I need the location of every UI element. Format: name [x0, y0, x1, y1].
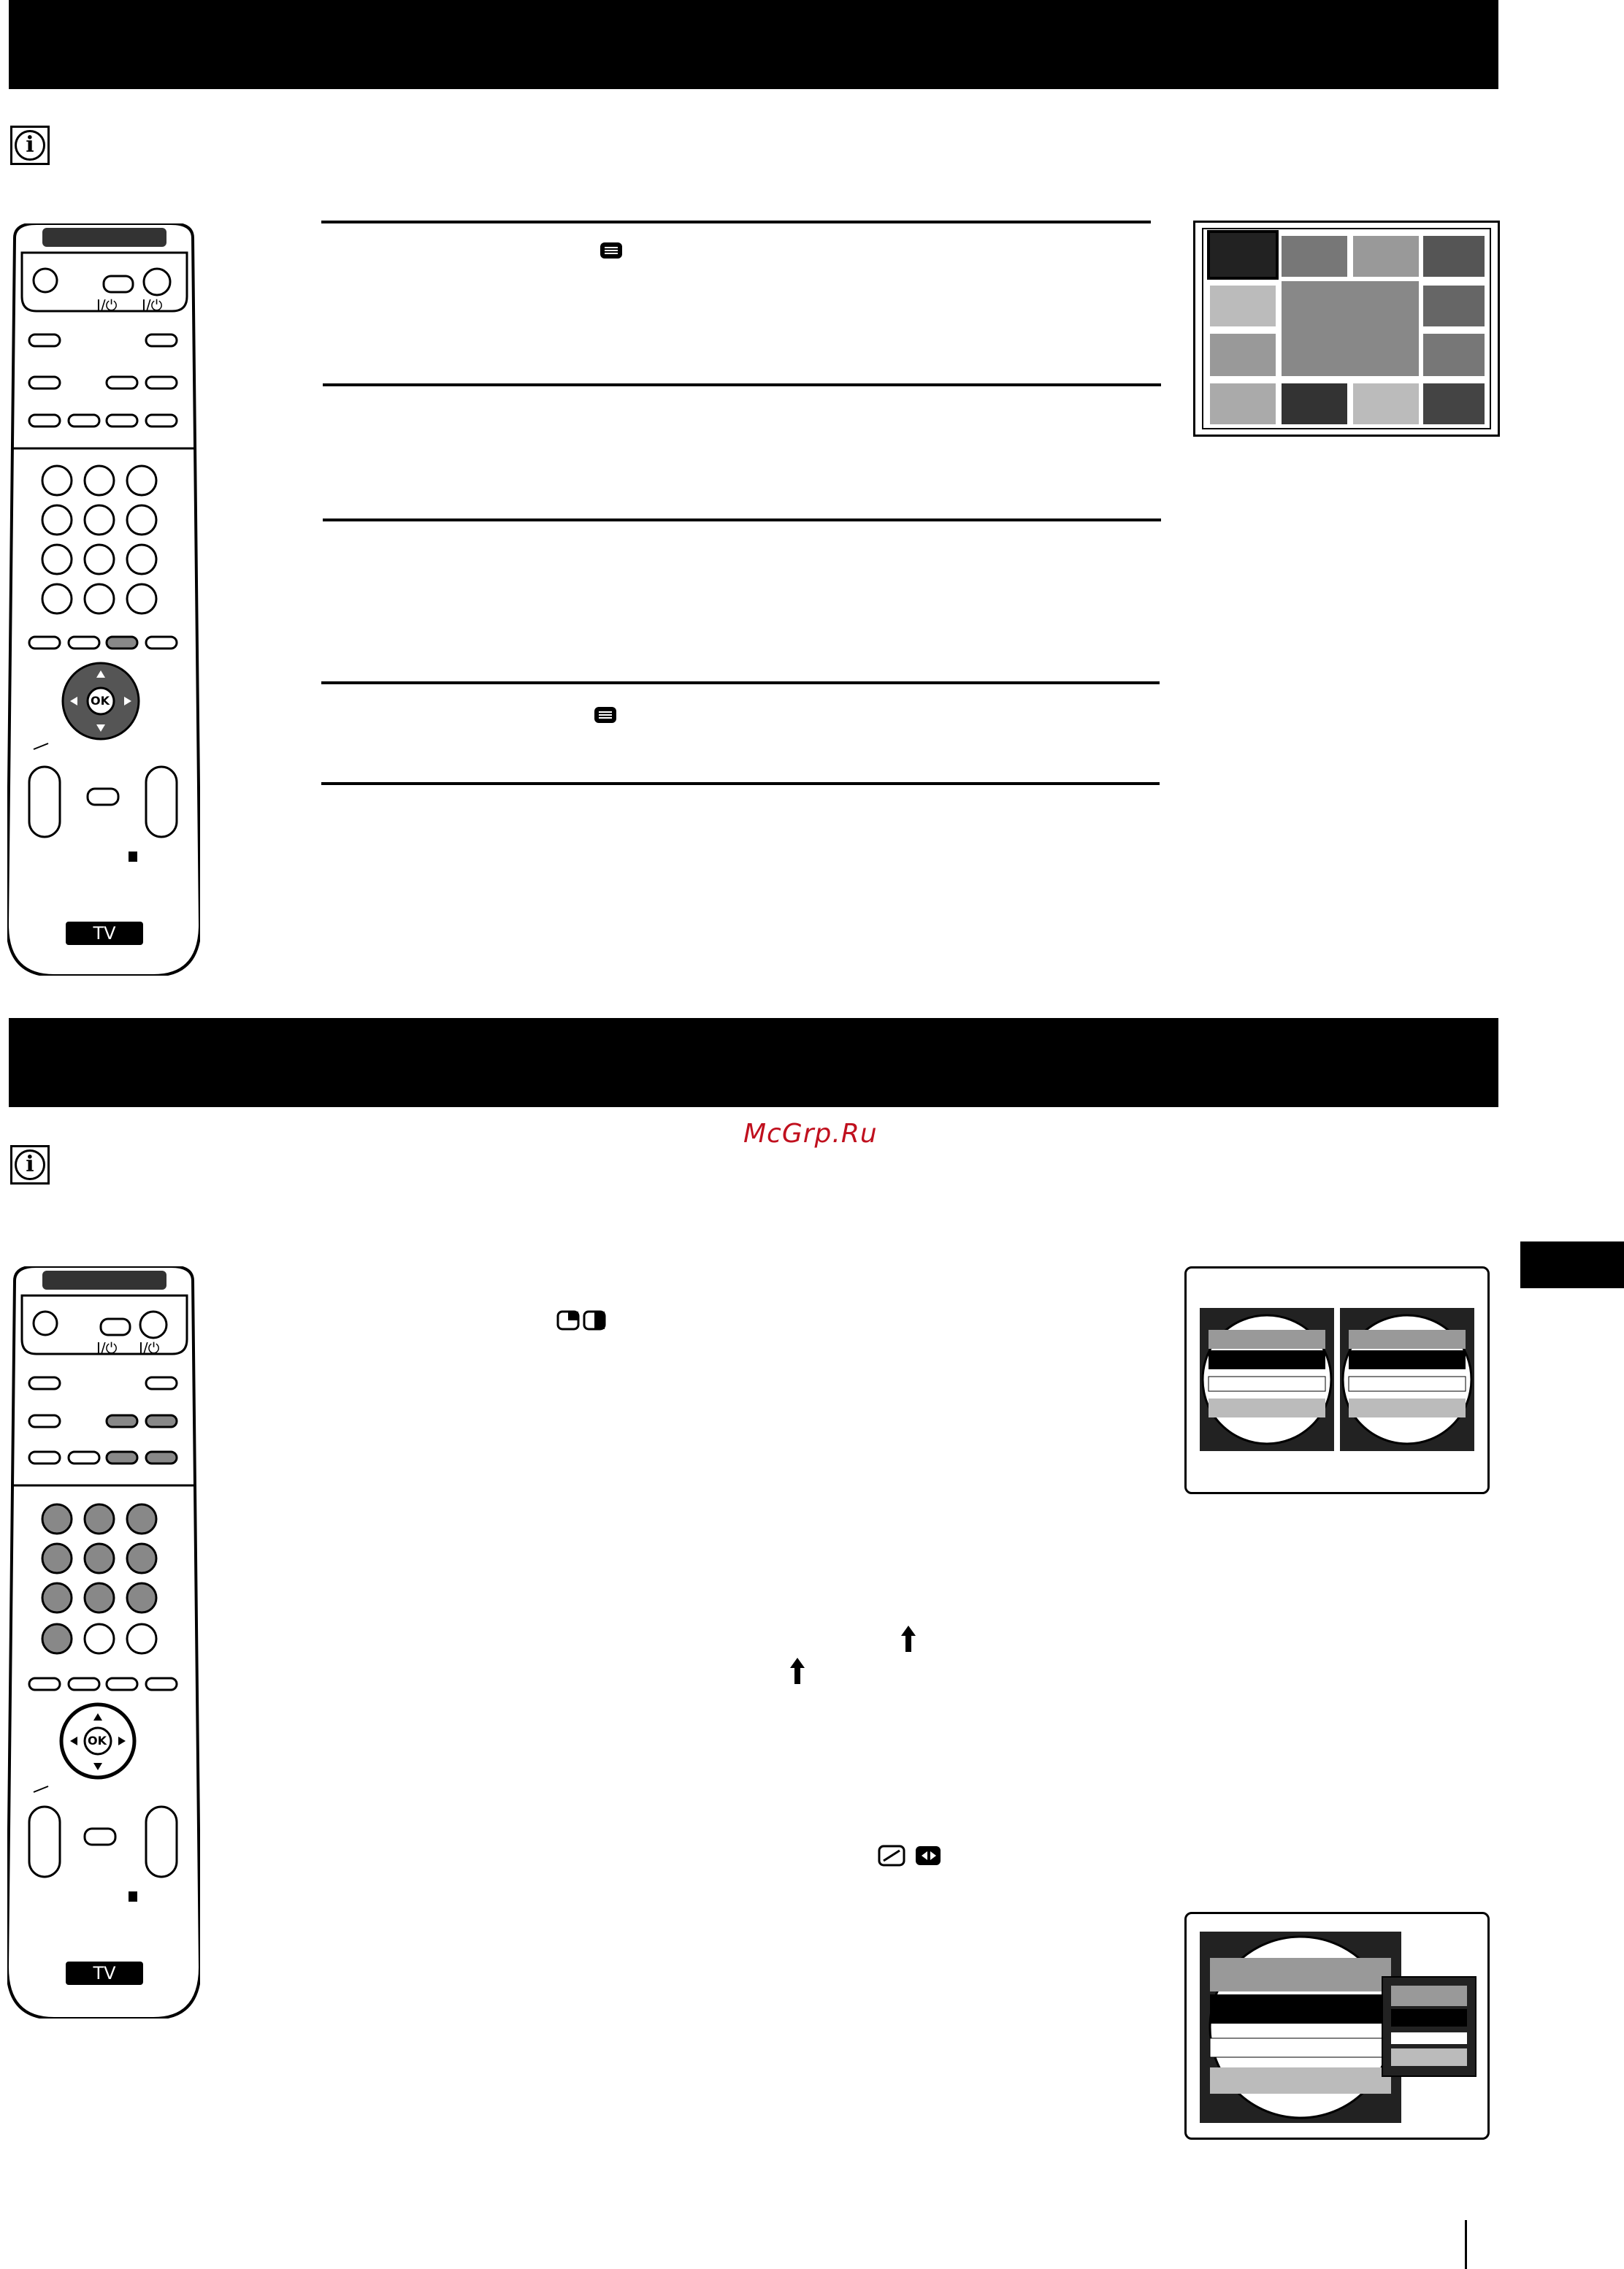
teletext-icon	[593, 705, 618, 724]
section-side-tab	[1520, 1241, 1624, 1288]
up-arrow-icon	[790, 1658, 805, 1684]
step-divider	[321, 782, 1160, 785]
remote-control-illustration	[7, 223, 200, 976]
nav-ok-label: OK	[91, 694, 110, 708]
nav-ok-label: OK	[88, 1734, 107, 1748]
swap-icon	[878, 1845, 945, 1867]
remote-control-illustration	[7, 1266, 200, 2019]
up-arrow-icon	[901, 1626, 916, 1652]
section-header-bar-bottom	[9, 1018, 1498, 1107]
teletext-icon	[599, 241, 624, 260]
multi-picture-preview-illustration	[1193, 221, 1500, 437]
info-icon: i	[10, 126, 50, 165]
power-label-small: I/⏻	[96, 1339, 118, 1357]
remote-tv-label: TV	[66, 922, 143, 945]
watermark-text: McGrp.Ru	[743, 1119, 878, 1149]
power-label-large: I/⏻	[142, 296, 163, 314]
remote-tv-label: TV	[66, 1962, 143, 1985]
step-divider	[321, 221, 1151, 223]
info-icon: i	[10, 1145, 50, 1185]
power-label-small: I/⏻	[96, 296, 118, 314]
section-header-bar-top	[9, 0, 1498, 89]
step-divider	[321, 681, 1160, 684]
split-screen-preview-illustration	[1184, 1266, 1490, 1494]
step-divider	[323, 383, 1161, 386]
power-label-large: I/⏻	[139, 1339, 160, 1357]
step-divider	[323, 519, 1161, 521]
page-edge-marker	[1465, 2220, 1467, 2269]
split-screen-icon	[556, 1310, 608, 1331]
pip-preview-illustration	[1184, 1912, 1490, 2140]
